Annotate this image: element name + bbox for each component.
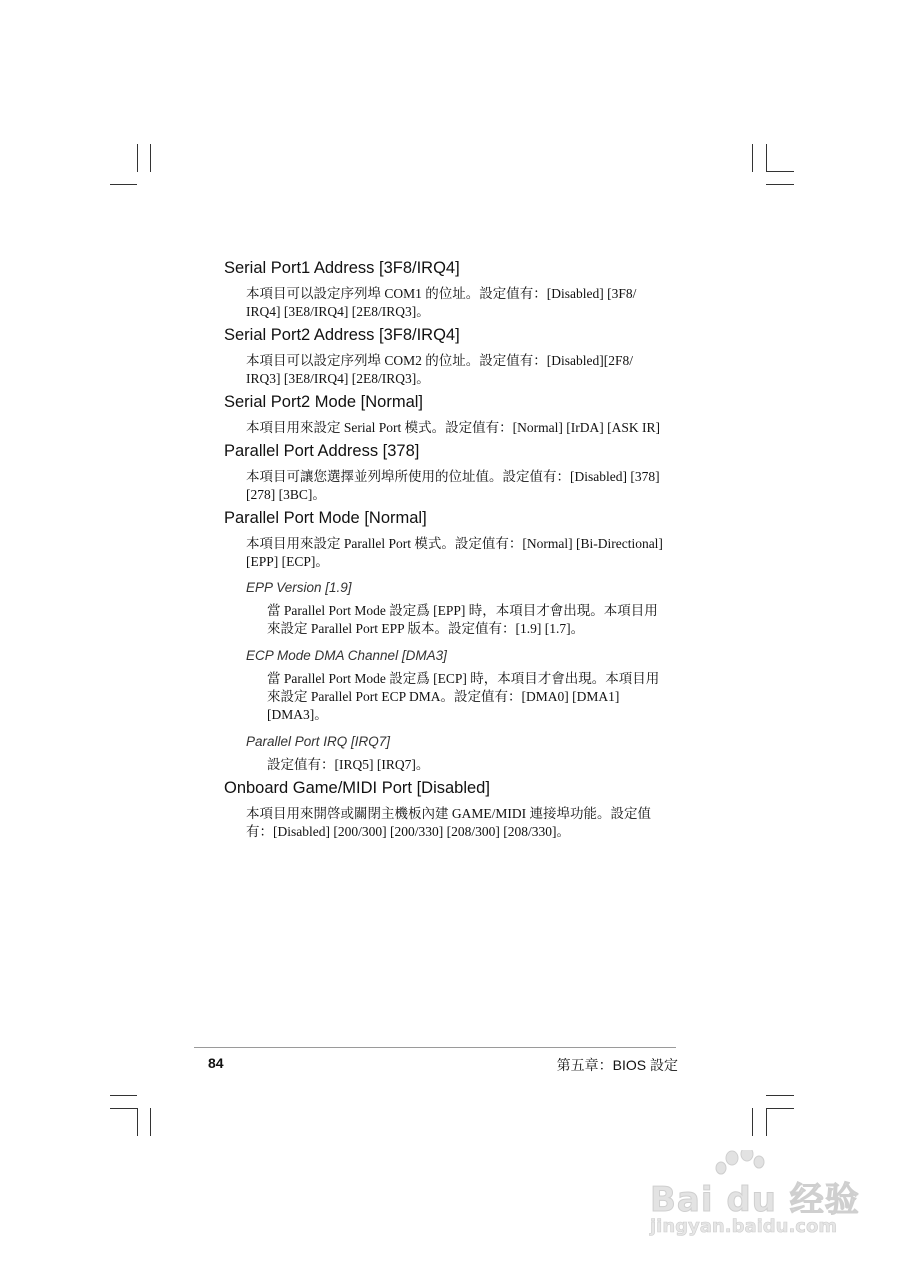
body-line: IRQ3] [3E8/IRQ4] [2E8/IRQ3]。 <box>246 371 430 386</box>
body-line: [278] [3BC]。 <box>246 487 326 502</box>
chapter-title: 第五章：BIOS 設定 <box>556 1057 678 1073</box>
body-line: 本項目可讓您選擇並列埠所使用的位址值。設定值有：[Disabled] [378] <box>246 469 660 484</box>
subsection-heading-ecp-dma: ECP Mode DMA Channel [DMA3] <box>246 648 447 663</box>
section-body-onboard-game-midi <box>246 805 676 841</box>
body-line: 本項目用來設定 Serial Port 模式。設定值有：[Normal] [IrDA] [ASK IR] <box>246 420 660 435</box>
section-body-parallel-port-address <box>246 468 676 504</box>
body-line: 來設定 Parallel Port ECP DMA。設定值有：[DMA0] [DMA1] <box>267 689 620 704</box>
body-line: 本項目用來設定 Parallel Port 模式。設定值有：[Normal] [Bi-Directional] <box>246 536 663 551</box>
watermark-brand: Bai du 经验 <box>650 1180 860 1220</box>
section-body-serial-port1 <box>246 285 676 321</box>
body-line: 當 Parallel Port Mode 設定爲 [ECP] 時，本項目才會出現。本項目用 <box>267 671 660 686</box>
section-heading-onboard-game-midi: Onboard Game/MIDI Port [Disabled] <box>224 779 490 797</box>
watermark-url: jingyan.baidu.com <box>650 1216 838 1237</box>
body-line: 本項目用來開啓或關閉主機板內建 GAME/MIDI 連接埠功能。設定值 <box>246 806 651 821</box>
subsection-body-ecp-dma <box>267 670 676 724</box>
body-line: 本項目可以設定序列埠 COM2 的位址。設定值有：[Disabled][2F8/ <box>246 353 633 368</box>
body-line: 來設定 Parallel Port EPP 版本。設定值有：[1.9] [1.7]。 <box>267 621 585 636</box>
page-number: 84 <box>208 1055 224 1071</box>
body-line: [DMA3]。 <box>267 707 328 722</box>
section-heading-parallel-port-mode: Parallel Port Mode [Normal] <box>224 509 427 527</box>
subsection-body-parallel-port-irq <box>267 756 676 774</box>
body-line: 設定值有：[IRQ5] [IRQ7]。 <box>267 757 430 772</box>
body-line: 本項目可以設定序列埠 COM1 的位址。設定值有：[Disabled] [3F8/ <box>246 286 637 301</box>
section-body-serial-port2-mode <box>246 419 676 437</box>
section-heading-serial-port2: Serial Port2 Address [3F8/IRQ4] <box>224 326 460 344</box>
subsection-heading-parallel-port-irq: Parallel Port IRQ [IRQ7] <box>246 734 391 749</box>
section-heading-serial-port1: Serial Port1 Address [3F8/IRQ4] <box>224 259 460 277</box>
body-line: [EPP] [ECP]。 <box>246 554 329 569</box>
subsection-body-epp-version <box>267 602 676 638</box>
section-heading-parallel-port-address: Parallel Port Address [378] <box>224 442 420 460</box>
section-body-serial-port2 <box>246 352 676 388</box>
body-line: IRQ4] [3E8/IRQ4] [2E8/IRQ3]。 <box>246 304 430 319</box>
body-line: 當 Parallel Port Mode 設定爲 [EPP] 時，本項目才會出現。本項目用 <box>267 603 658 618</box>
section-heading-serial-port2-mode: Serial Port2 Mode [Normal] <box>224 393 423 411</box>
body-line: 有：[Disabled] [200/300] [200/330] [208/300] [208/330]。 <box>246 824 570 839</box>
section-body-parallel-port-mode <box>246 535 676 571</box>
footer-divider <box>194 1047 676 1048</box>
subsection-heading-epp-version: EPP Version [1.9] <box>246 580 352 595</box>
